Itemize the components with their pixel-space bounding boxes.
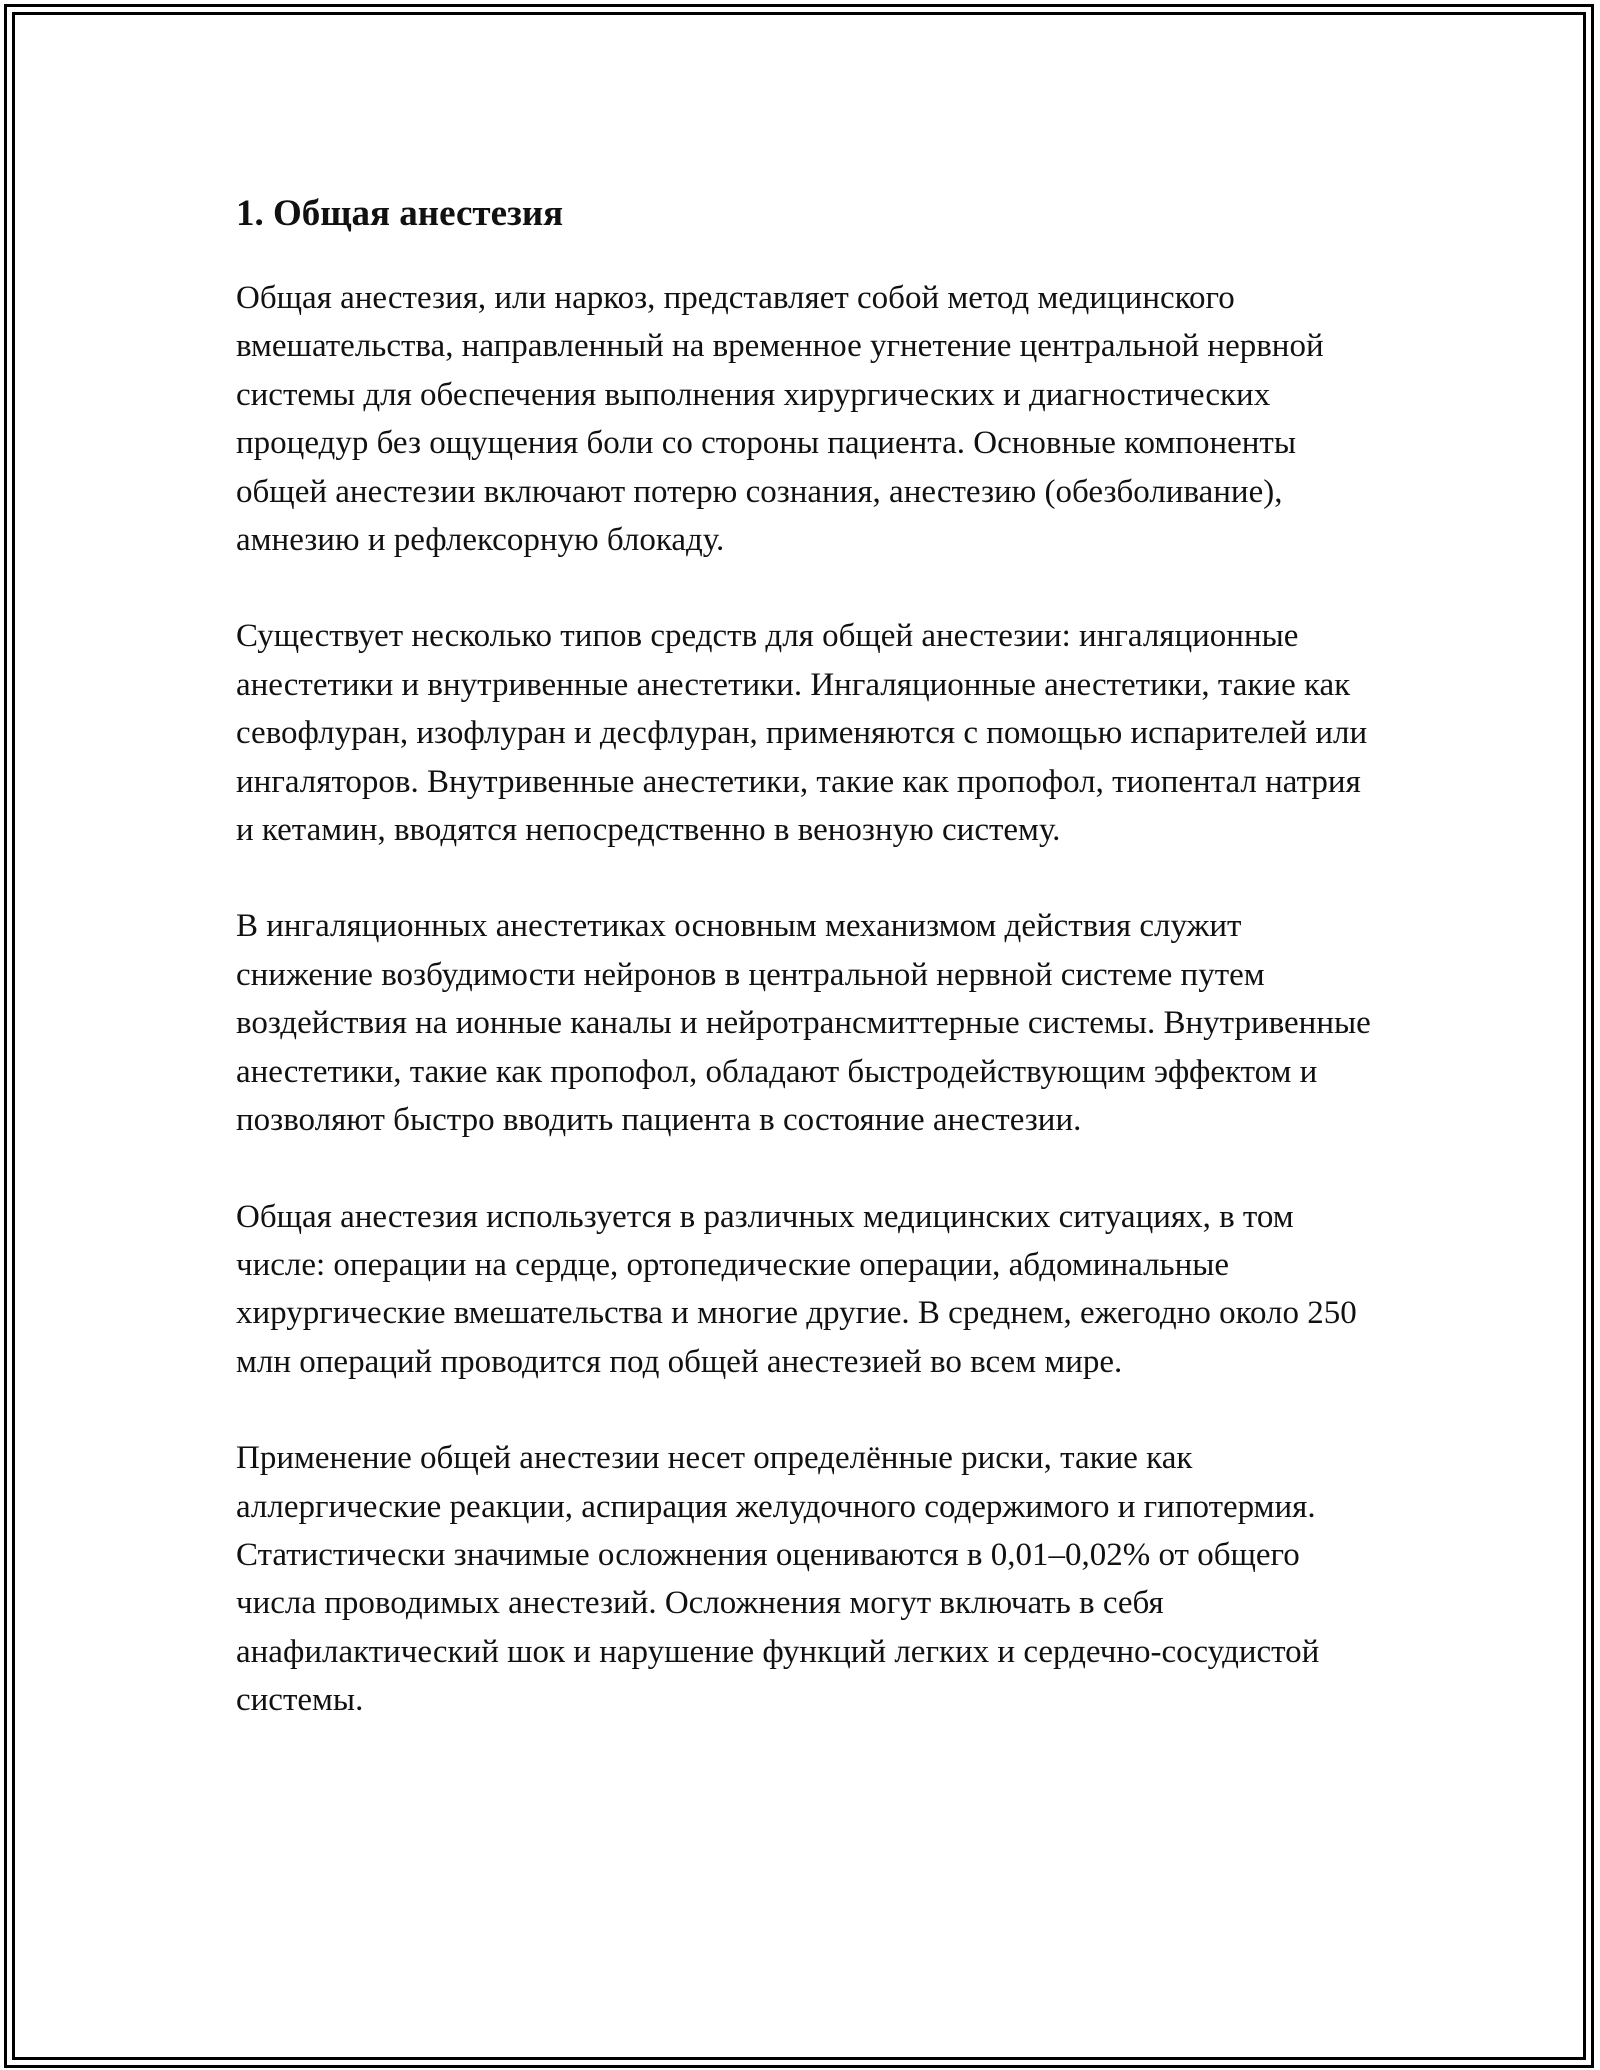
paragraph-risks: Применение общей анестезии несет определённые риски, такие как аллергические реакции, аспирация желудочного содержимого и гипотермия. Статистически значимые осложнения оцениваются в 0,01–0,02% от общего числа проводимых анестезий. Осложнения могут включать в себя анафилактический шок и нарушение функций легких и сердечно-сосудистой системы. xyxy=(236,1440,1320,1719)
paragraph-definition: Общая анестезия, или наркоз, представляет собой метод медицинского вмешательства, направленный на временное угнетение центральной нервной системы для обеспечения выполнения хирургических и диагностических процедур без ощущения боли со стороны пациента. Основные компоненты общей анестезии включают потерю сознания, анестезию (обезболивание), амнезию и рефлексорную блокаду. xyxy=(236,280,1324,559)
paragraph-mechanism: В ингаляционных анестетиках основным механизмом действия служит снижение возбудимости нейронов в центральной нервной системе путем воздействия на ионные каналы и нейротрансмиттерные системы. Внутривенные анестетики, такие как пропофол, обладают быстродействующим эффектом и позволяют быстро вводить пациента в состояние анестезии. xyxy=(236,908,1371,1139)
paragraph-agent-types: Существует несколько типов средств для общей анестезии: ингаляционные анестетики и внутривенные анестетики. Ингаляционные анестетики, такие как севофлуран, изофлуран и десфлуран, применяются с помощью испарителей или ингаляторов. Внутривенные анестетики, такие как пропофол, тиопентал натрия и кетамин, вводятся непосредственно в венозную систему. xyxy=(236,618,1368,849)
document-body xyxy=(236,186,1372,1773)
section-heading: 1. Общая анестезия xyxy=(236,193,564,234)
paragraph-usage: Общая анестезия используется в различных медицинских ситуациях, в том числе: операции на сердце, ортопедические операции, абдоминальные хирургические вмешательства и многие другие. В среднем, ежегодно около 250 млн операций проводится под общей анестезией во всем мире. xyxy=(236,1198,1357,1380)
